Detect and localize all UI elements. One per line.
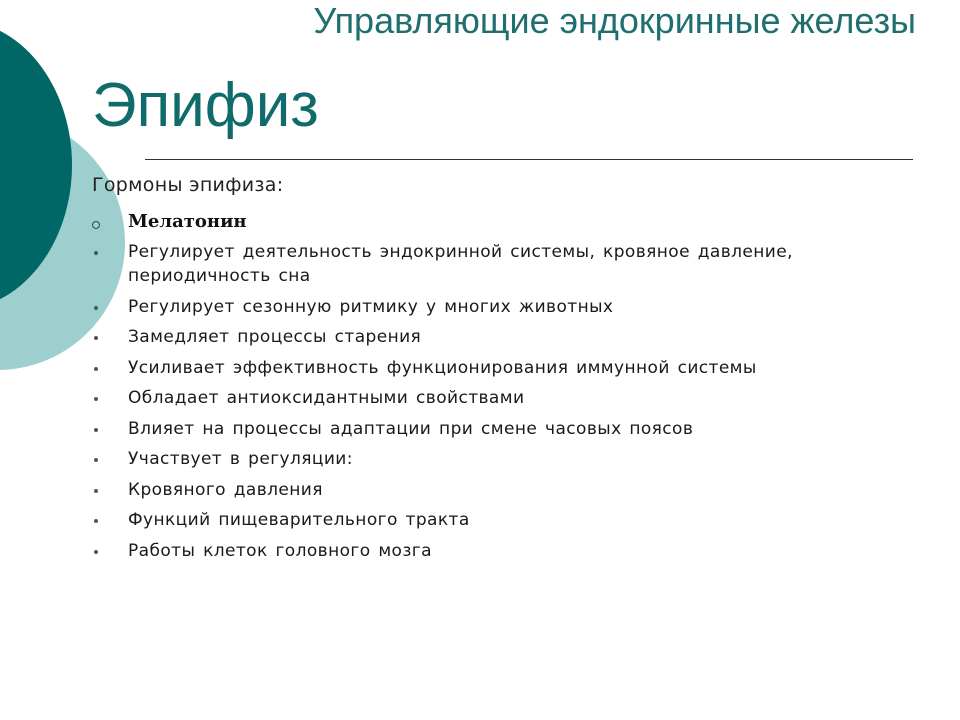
list-item-text: Замедляет процессы старения bbox=[128, 327, 422, 347]
dot-bullet-icon bbox=[94, 397, 98, 401]
list-item bbox=[92, 325, 828, 349]
list-item-text: Обладает антиоксидантными свойствами bbox=[128, 388, 525, 408]
page-title: Эпифиз bbox=[92, 71, 319, 140]
list-item-text: Регулирует деятельность эндокринной системы, кровяное давление, периодичность сна bbox=[128, 242, 793, 286]
dot-bullet-icon bbox=[94, 550, 98, 554]
list-item bbox=[92, 539, 828, 563]
dot-bullet-icon bbox=[94, 367, 98, 371]
list-item-text: Работы клеток головного мозга bbox=[128, 540, 432, 561]
subtitle: Гормоны эпифиза: bbox=[92, 174, 284, 196]
list-item-text: Регулирует сезонную ритмику у многих животных bbox=[128, 296, 614, 317]
hormone-name: Мелатонин bbox=[128, 211, 247, 232]
list-item-text: Кровяного давления bbox=[128, 479, 323, 500]
effects-list bbox=[92, 240, 892, 563]
list-item-text: Влияет на процессы адаптации при смене часовых поясов bbox=[128, 418, 694, 439]
list-item bbox=[92, 295, 828, 319]
list-item-text: Участвует в регуляции: bbox=[128, 449, 353, 469]
list-item bbox=[92, 417, 828, 441]
list-item-text: Функций пищеварительного тракта bbox=[128, 510, 470, 530]
hollow-circle-bullet-icon bbox=[92, 221, 100, 229]
dot-bullet-icon bbox=[94, 306, 98, 310]
hormone-row bbox=[92, 208, 892, 238]
header-title: Управляющие эндокринные железы bbox=[313, 0, 916, 41]
list-item bbox=[92, 508, 828, 532]
dot-bullet-icon bbox=[94, 519, 98, 523]
list-item bbox=[92, 386, 828, 410]
dot-bullet-icon bbox=[94, 428, 98, 432]
dot-bullet-icon bbox=[94, 251, 98, 255]
title-divider bbox=[145, 159, 913, 160]
dot-bullet-icon bbox=[94, 489, 98, 493]
list-item bbox=[92, 240, 828, 288]
slide-content bbox=[92, 208, 892, 569]
list-item bbox=[92, 447, 828, 471]
list-item-text: Усиливает эффективность функционирования иммунной системы bbox=[128, 357, 757, 378]
dot-bullet-icon bbox=[94, 336, 98, 340]
list-item bbox=[92, 478, 828, 502]
list-item bbox=[92, 356, 828, 380]
dot-bullet-icon bbox=[94, 458, 98, 462]
